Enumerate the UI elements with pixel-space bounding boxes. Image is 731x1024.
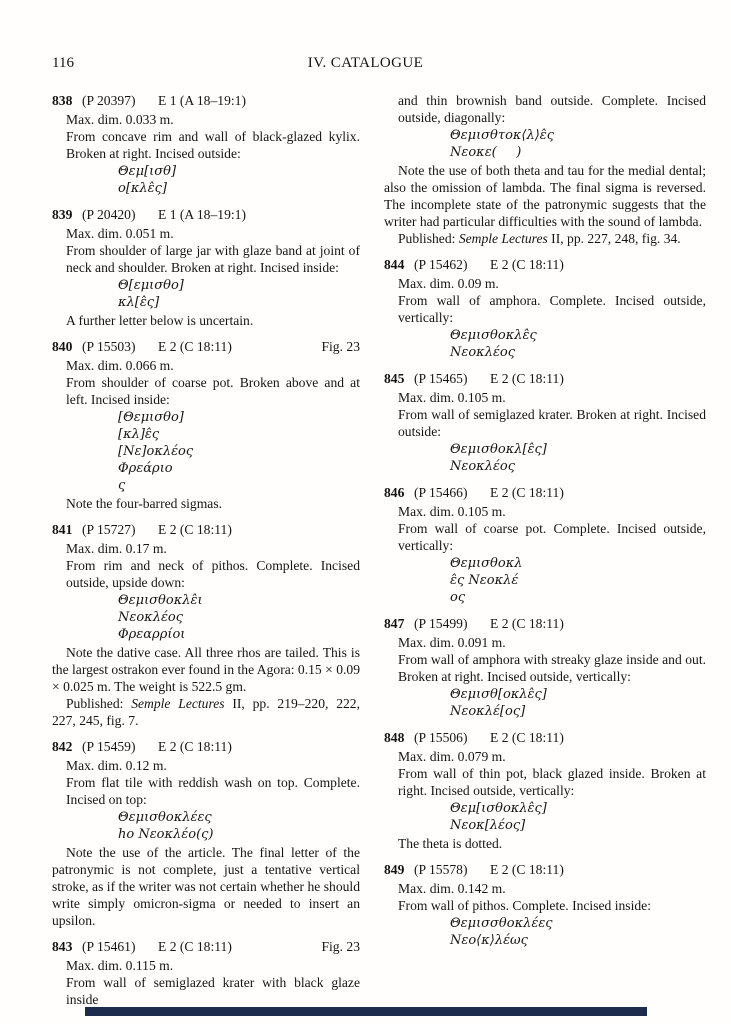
entry-inventory-number: (P 15506) xyxy=(414,730,468,745)
catalogue-entry xyxy=(384,861,706,949)
entry-findspot: E 2 (C 18:11) xyxy=(158,939,232,954)
entry-published xyxy=(384,230,706,247)
entry-inscription xyxy=(118,277,360,311)
entry-inventory-number: (P 15578) xyxy=(414,862,468,877)
entry-figure-ref: Fig. 23 xyxy=(321,339,360,354)
entry-findspot: E 2 (C 18:11) xyxy=(490,862,564,877)
catalogue-entry xyxy=(52,738,360,929)
entry-inventory-number: (P 15466) xyxy=(414,485,468,500)
entry-number: 844 xyxy=(384,257,405,272)
entry-number: 838 xyxy=(52,93,73,108)
entry-inventory-number: (P 15727) xyxy=(82,522,136,537)
entry-number: 845 xyxy=(384,371,405,386)
entry-inscription xyxy=(118,809,360,843)
entry-description: From wall of semiglazed krater with black glaze inside xyxy=(66,975,360,1007)
entry-max-dim: Max. dim. 0.17 m. xyxy=(66,541,167,556)
entry-inventory-number: (P 15461) xyxy=(82,939,136,954)
entry-findspot: E 2 (C 18:11) xyxy=(490,485,564,500)
entry-description: From concave rim and wall of black-glazed kylix. Broken at right. Incised outside: xyxy=(66,129,360,161)
entry-findspot: E 2 (C 18:11) xyxy=(158,339,232,354)
entry-inventory-number: (P 15462) xyxy=(414,257,468,272)
page-header xyxy=(0,55,731,75)
entry-inventory-number: (P 15499) xyxy=(414,616,468,631)
inscription-line: [Θεμισθο] xyxy=(118,410,184,425)
inscription-line: Φρεαρρίοι xyxy=(118,627,186,642)
entry-note: A further letter below is uncertain. xyxy=(66,313,254,328)
right-column xyxy=(384,92,706,1008)
entry-findspot: E 1 (A 18–19:1) xyxy=(158,93,246,108)
inscription-line: Θεμισθοκλε̂ι xyxy=(118,593,203,608)
entry-number: 849 xyxy=(384,862,405,877)
entry-head xyxy=(52,521,360,538)
entry-findspot: E 2 (C 18:11) xyxy=(158,522,232,537)
entry-description: and thin brownish band outside. Complete. Incised outside, diagonally: xyxy=(398,93,706,125)
entry-inventory-number: (P 20397) xyxy=(82,93,136,108)
entry-inventory-number: (P 15459) xyxy=(82,739,136,754)
inscription-line: ο[κλε̂ς] xyxy=(118,181,167,196)
entry-max-dim: Max. dim. 0.033 m. xyxy=(66,112,174,127)
published-label: Published: xyxy=(398,231,459,246)
entry-inventory-number: (P 15465) xyxy=(414,371,468,386)
entry-head xyxy=(52,338,360,355)
entry-note: Note the use of the article. The final letter of the patronymic is not complete, just a tentative vertical stroke, as if the writer was not certain whether he should write simply omicron-sigma or needed to insert an upsilon. xyxy=(52,845,360,928)
entry-description: From rim and neck of pithos. Complete. Incised outside, upside down: xyxy=(66,558,360,590)
inscription-line: Νεοκλέος xyxy=(450,459,516,474)
inscription-line: Θεμισθοκλε̂ς xyxy=(450,328,537,343)
page-bottom-scan-bar xyxy=(85,1007,647,1016)
catalogue-entry xyxy=(52,338,360,512)
inscription-line: Νεοκ[λέος] xyxy=(450,818,526,833)
entry-note: The theta is dotted. xyxy=(398,836,503,851)
published-work-title: Semple Lectures xyxy=(131,696,225,711)
inscription-line: Θεμ[ισθ] xyxy=(118,164,177,179)
entry-description: From wall of pithos. Complete. Incised inside: xyxy=(398,898,651,913)
inscription-line: Θεμισθ[οκλε̂ς] xyxy=(450,687,547,702)
entry-head xyxy=(52,206,360,223)
entry-max-dim: Max. dim. 0.115 m. xyxy=(66,958,174,973)
entry-inscription xyxy=(450,327,706,361)
entry-head xyxy=(52,92,360,109)
entry-inscription xyxy=(118,409,360,494)
entry-head xyxy=(384,861,706,878)
entry-max-dim: Max. dim. 0.079 m. xyxy=(398,749,506,764)
entry-head xyxy=(384,615,706,632)
entry-number: 841 xyxy=(52,522,73,537)
entry-note: Note the dative case. All three rhos are tailed. This is the largest ostrakon ever found in the Agora: 0.15 × 0.09 × 0.025 m. The weight is 522.5 gm. xyxy=(52,645,360,694)
entry-max-dim: Max. dim. 0.105 m. xyxy=(398,390,506,405)
entry-max-dim: Max. dim. 0.142 m. xyxy=(398,881,506,896)
inscription-line: Νεοκλέος xyxy=(118,610,184,625)
entry-figure-ref: Fig. 23 xyxy=(321,939,360,954)
entry-max-dim: Max. dim. 0.09 m. xyxy=(398,276,499,291)
entry-max-dim: Max. dim. 0.091 m. xyxy=(398,635,506,650)
entry-continuation xyxy=(384,92,706,247)
inscription-line: Θεμ[ισθοκλε̂ς] xyxy=(450,801,547,816)
catalogue-entry xyxy=(384,729,706,852)
entry-number: 846 xyxy=(384,485,405,500)
entry-inscription xyxy=(450,555,706,606)
catalogue-entry xyxy=(384,615,706,720)
entry-findspot: E 2 (C 18:11) xyxy=(490,371,564,386)
entry-max-dim: Max. dim. 0.066 m. xyxy=(66,358,174,373)
text-columns xyxy=(52,92,706,1008)
entry-head xyxy=(384,729,706,746)
published-pages: II, pp. 219–220, 222, 227, 245, fig. 7. xyxy=(52,696,360,728)
inscription-line: Νεοκε( ) xyxy=(450,145,522,160)
entry-note: Note the use of both theta and tau for the medial dental; also the omission of lambda. The final sigma is reversed. The incomplete state of the patronymic suggests that the writer had particular difficulties with the sound of lambda. xyxy=(384,163,706,229)
entry-description: From wall of thin pot, black glazed inside. Broken at right. Incised outside, vertically: xyxy=(398,766,706,798)
entry-inscription xyxy=(118,592,360,643)
entry-published xyxy=(52,695,360,729)
inscription-line: [κλ]ε̂ς xyxy=(118,427,160,442)
entry-inscription xyxy=(450,800,706,834)
entry-findspot: E 2 (C 18:11) xyxy=(490,730,564,745)
inscription-line: Θεμισθτοκ⟨λ⟩ε̂ς xyxy=(450,128,555,143)
inscription-line: ος xyxy=(450,590,466,605)
entry-max-dim: Max. dim. 0.12 m. xyxy=(66,758,167,773)
published-work-title: Semple Lectures xyxy=(458,231,548,246)
catalogue-entry xyxy=(384,484,706,606)
inscription-line: Νεο⟨κ⟩λέως xyxy=(450,933,528,948)
entry-findspot: E 2 (C 18:11) xyxy=(490,257,564,272)
catalogue-entry xyxy=(384,370,706,475)
entry-inscription xyxy=(118,163,360,197)
entry-findspot: E 1 (A 18–19:1) xyxy=(158,207,246,222)
entry-findspot: E 2 (C 18:11) xyxy=(490,616,564,631)
entry-head xyxy=(52,938,360,955)
entry-number: 847 xyxy=(384,616,405,631)
entry-description: From shoulder of large jar with glaze band at joint of neck and shoulder. Broken at right. Incised inside: xyxy=(66,243,360,275)
entry-number: 848 xyxy=(384,730,405,745)
entry-number: 842 xyxy=(52,739,73,754)
entry-inscription xyxy=(450,915,706,949)
entry-head xyxy=(384,484,706,501)
inscription-line: Νεοκλέ[ος] xyxy=(450,704,526,719)
catalogue-entry xyxy=(52,92,360,197)
running-header: IV. CATALOGUE xyxy=(307,55,424,71)
catalogue-entry xyxy=(52,521,360,729)
inscription-line: Νεοκλέος xyxy=(450,345,516,360)
entry-description: From wall of amphora. Complete. Incised outside, vertically: xyxy=(398,293,706,325)
inscription-line: ς̣ xyxy=(118,478,126,493)
inscription-line: Θεμισσθοκλέες xyxy=(450,916,553,931)
entry-description: From wall of amphora with streaky glaze inside and out. Broken at right. Incised outside, vertically: xyxy=(398,652,706,684)
entry-inventory-number: (P 15503) xyxy=(82,339,136,354)
entry-inscription xyxy=(450,686,706,720)
entry-inscription xyxy=(450,441,706,475)
inscription-line: Φρεάριο xyxy=(118,461,173,476)
catalogue-entry xyxy=(52,938,360,1008)
inscription-line: κλ[ε̂ς] xyxy=(118,295,160,310)
entry-max-dim: Max. dim. 0.105 m. xyxy=(398,504,506,519)
inscription-line: Θ[εμισθο] xyxy=(118,278,184,293)
inscription-line: Θεμισθοκλ xyxy=(450,556,523,571)
inscription-line: Θεμισθοκλ[ε̂ς] xyxy=(450,442,547,457)
entry-number: 840 xyxy=(52,339,73,354)
entry-inscription xyxy=(450,127,706,161)
page-number: 116 xyxy=(52,55,74,71)
entry-max-dim: Max. dim. 0.051 m. xyxy=(66,226,174,241)
published-pages: II, pp. 227, 248, fig. 34. xyxy=(547,231,681,246)
entry-note: Note the four-barred sigmas. xyxy=(66,496,223,511)
inscription-line: ε̂ς Νεοκλέ xyxy=(450,573,519,588)
catalogue-entry xyxy=(52,206,360,329)
entry-head xyxy=(52,738,360,755)
entry-description: From wall of coarse pot. Complete. Incised outside, vertically: xyxy=(398,521,706,553)
inscription-line: Θεμισθοκλέες xyxy=(118,810,212,825)
entry-description: From shoulder of coarse pot. Broken above and at left. Incised inside: xyxy=(66,375,360,407)
entry-head xyxy=(384,256,706,273)
catalogue-entry xyxy=(384,256,706,361)
published-label: Published: xyxy=(66,696,132,711)
left-column xyxy=(52,92,360,1008)
entry-inventory-number: (P 20420) xyxy=(82,207,136,222)
inscription-line: ho Νεοκλέο(ς) xyxy=(118,827,214,842)
entry-description: From wall of semiglazed krater. Broken at right. Incised outside: xyxy=(398,407,706,439)
inscription-line: [Νε]οκλέος xyxy=(118,444,194,459)
entry-findspot: E 2 (C 18:11) xyxy=(158,739,232,754)
entry-number: 839 xyxy=(52,207,73,222)
entry-description: From flat tile with reddish wash on top. Complete. Incised on top: xyxy=(66,775,360,807)
entry-head xyxy=(384,370,706,387)
entry-number: 843 xyxy=(52,939,73,954)
